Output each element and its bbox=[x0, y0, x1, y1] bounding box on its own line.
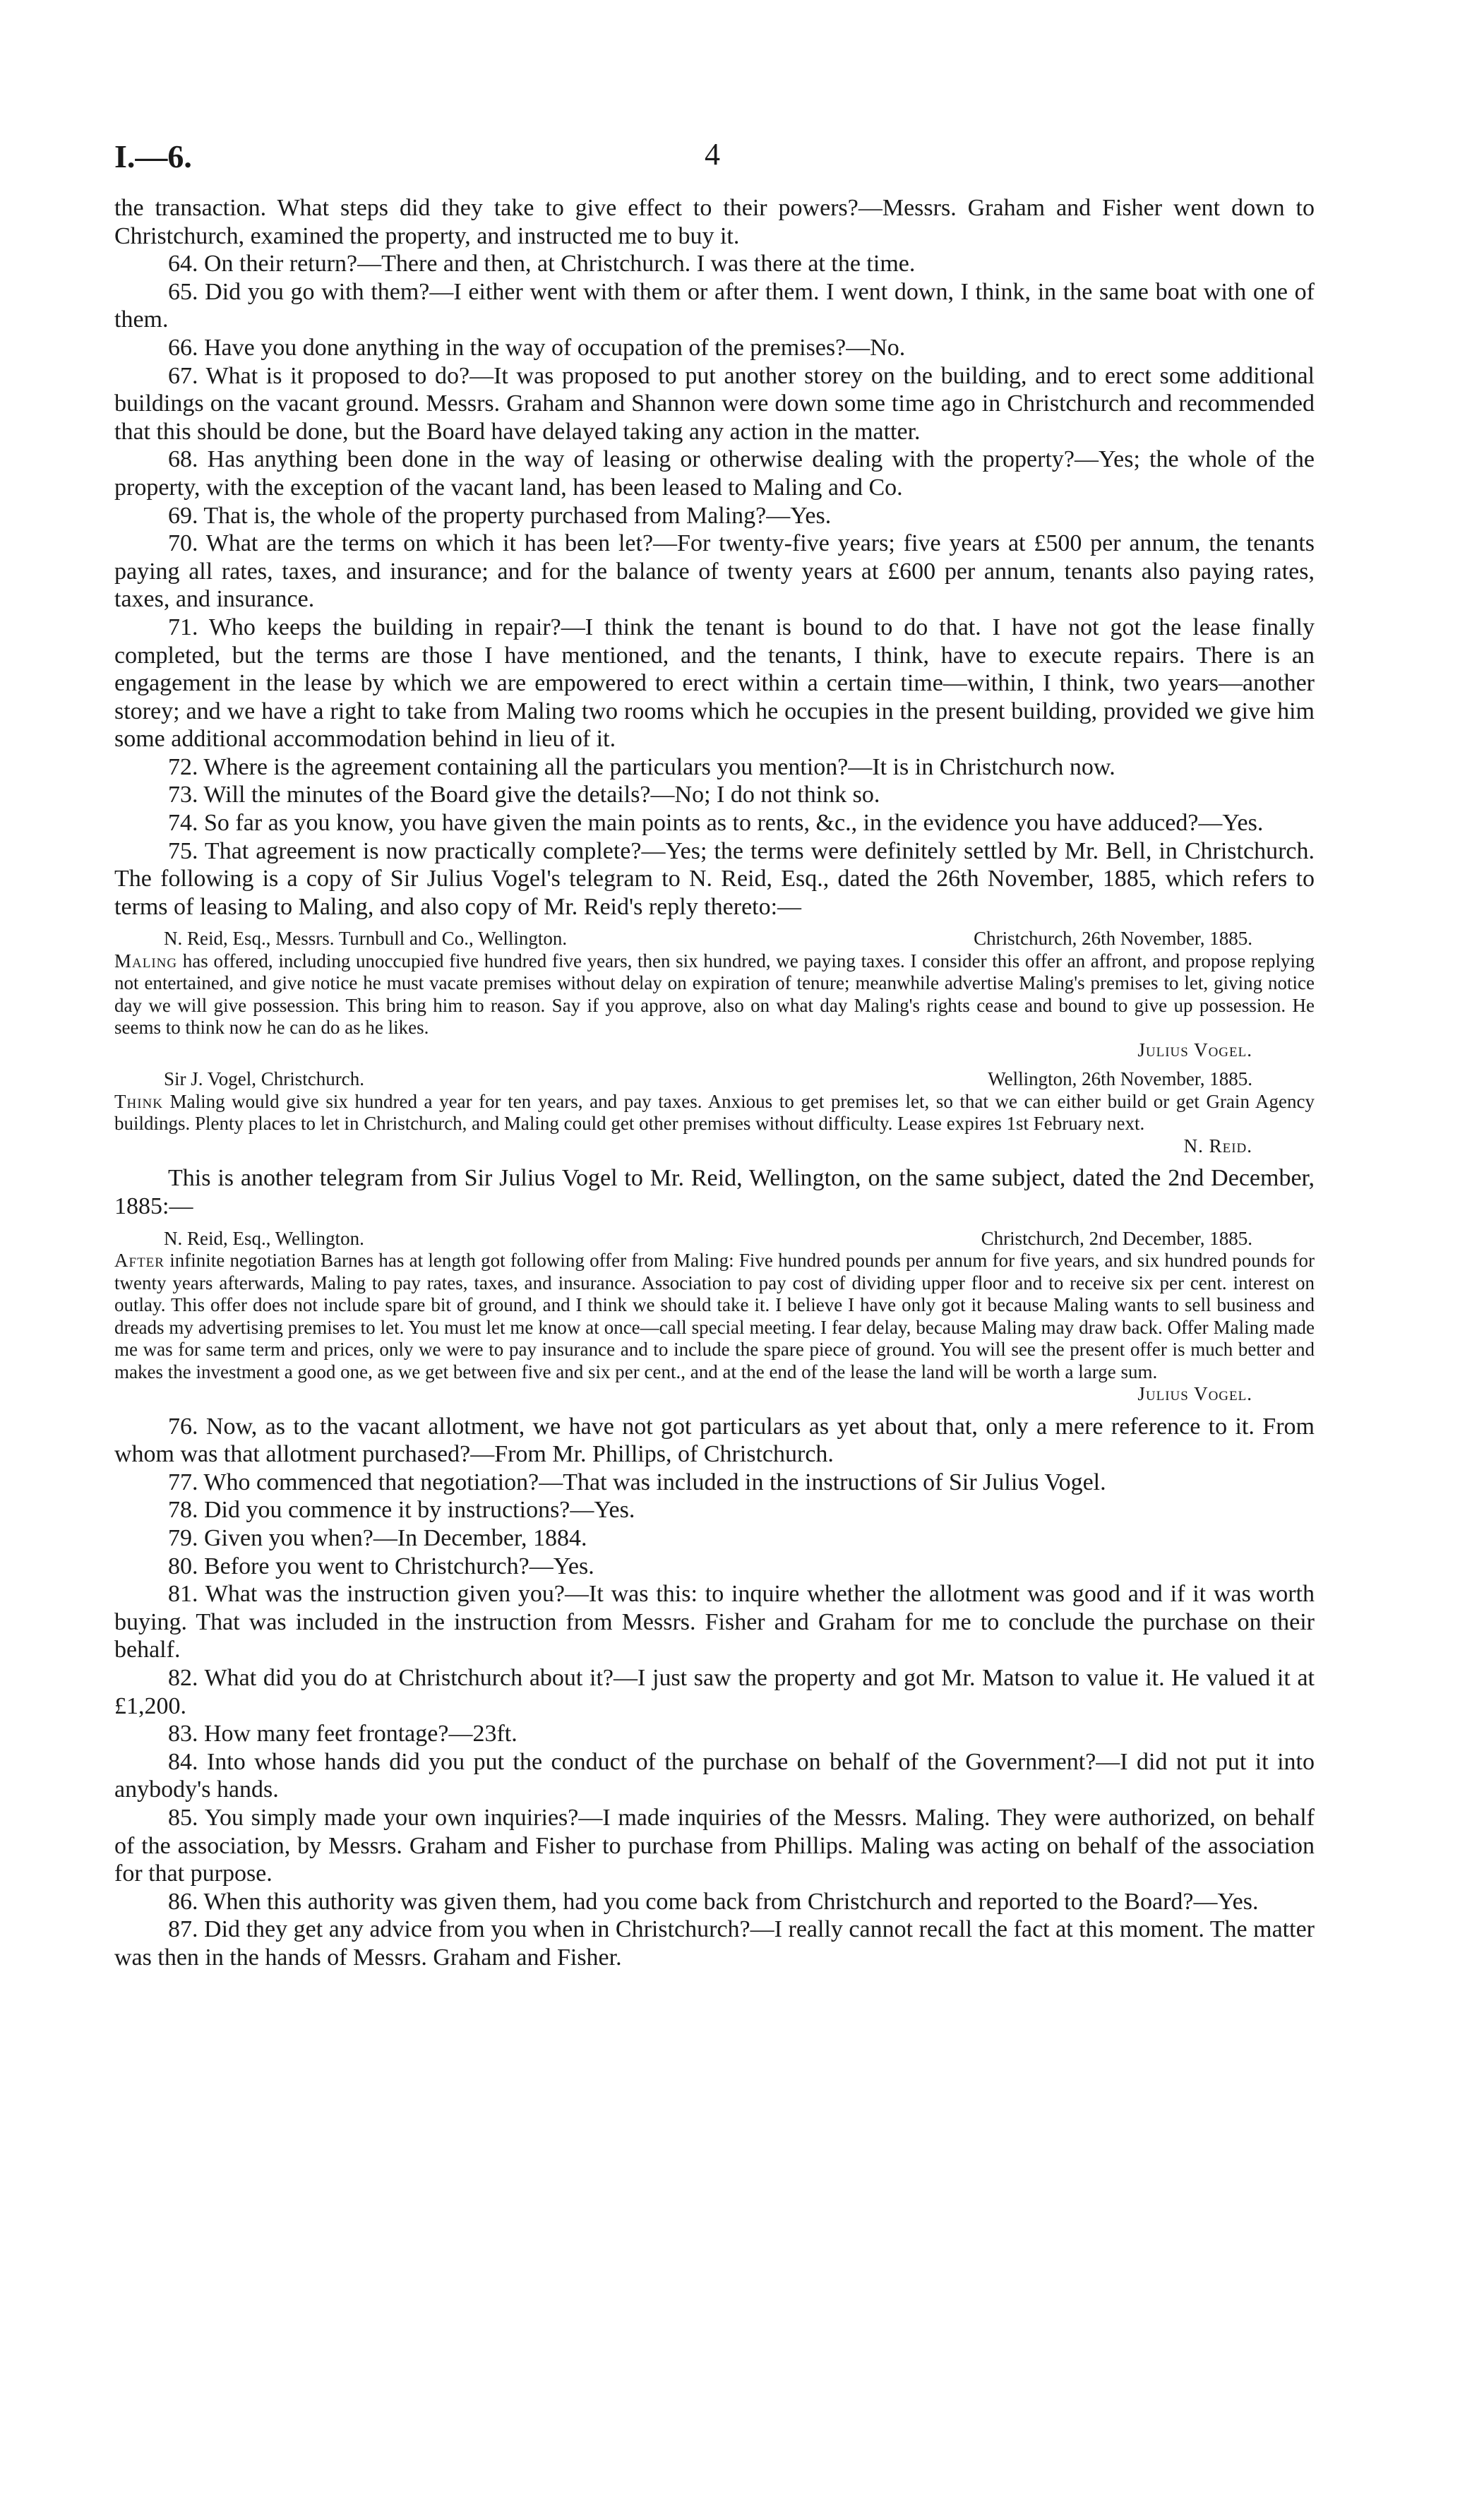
paragraph: 71. Who keeps the building in repair?—I think the tenant is bound to do that. I have not got the lease finally completed, but the terms are those I have mentioned, and the tenants, I think, have to execute repairs. There is an engagement in the lease by which we are empowered to erect within a certain time—within, I think, two years—another storey; and we have a right to take from Maling two rooms which he occupies in the present building, provided we give him some additional accommodation behind in lieu of it. bbox=[114, 614, 1315, 753]
paragraph: 66. Have you done anything in the way of occupation of the premises?—No. bbox=[168, 334, 906, 361]
telegram-text: infinite negotiation Barnes has at length got following offer from Maling: Five hundred pounds per annum for five years, and six hundred pounds for twenty years afterwards, Maling to pay rates, taxes, and insurance. Association to pay cost of dividing upper floor and to receive six per cent. interest on outlay. This offer does not include spare bit of ground, and I think we should take it. I believe I have only got it because Maling wants to sell business and dreads my advertising premises to let. You must let me know at once—call special meeting. I fear delay, because Maling may draw back. Offer Maling made me was for same term and prices, only we were to pay insurance and to include the spare piece of ground. You will see the present offer is much better and makes the investment a good one, as we get between five and six per cent., and at the end of the lease the land will be worth a large sum. bbox=[114, 1250, 1315, 1382]
paragraph: 67. What is it proposed to do?—It was proposed to put another storey on the building, and to erect some additional buildings on the vacant ground. Messrs. Graham and Shannon were down some time ago in Christchurch and recommended that this should be done, but the Board have delayed taking any action in the matter. bbox=[114, 362, 1315, 445]
paragraph: 81. What was the instruction given you?—It was this: to inquire whether the allotment was good and if it was worth buying. That was included in the instruction from Messrs. Fisher and Graham for me to conclude the purchase on their behalf. bbox=[114, 1581, 1315, 1663]
paragraph: 74. So far as you know, you have given the main points as to rents, &c., in the evidence you have adduced?—Yes. bbox=[168, 810, 1264, 837]
telegram-first-word: After bbox=[114, 1250, 164, 1272]
telegram-header bbox=[114, 1228, 1315, 1250]
paragraph: 70. What are the terms on which it has been let?—For twenty-five years; five years at £500 per annum, the tenants paying all rates, taxes, and insurance; and for the balance of twenty years at £600 per annum, tenants also paying rates, taxes, and insurance. bbox=[114, 530, 1315, 613]
document-page bbox=[114, 131, 1315, 1972]
telegram-text: Maling would give six hundred a year for ten years, and pay taxes. Anxious to get premises let, so that we can either build or get Grain Agency buildings. Plenty places to let in Christchurch, and Maling could get other premises without difficulty. Lease expires 1st February next. bbox=[114, 1090, 1315, 1135]
paragraph: 73. Will the minutes of the Board give the details?—No; I do not think so. bbox=[168, 782, 880, 808]
telegram-first-word: Maling bbox=[114, 950, 178, 972]
telegram-signature: Julius Vogel. bbox=[1137, 1383, 1252, 1405]
paragraph: 69. That is, the whole of the property purchased from Maling?—Yes. bbox=[168, 502, 832, 529]
paragraph: 65. Did you go with them?—I either went with them or after them. I went down, I think, in the same boat with one of them. bbox=[114, 278, 1315, 333]
telegram-first-word: Think bbox=[114, 1090, 163, 1112]
paragraph: 86. When this authority was given them, had you come back from Christchurch and reported to the Board?—Yes. bbox=[168, 1888, 1259, 1915]
telegram-addressee: N. Reid, Esq., Wellington. bbox=[164, 1227, 364, 1249]
telegram-body bbox=[114, 1250, 1315, 1383]
telegram-block bbox=[114, 1228, 1315, 1406]
telegram-addressee: Sir J. Vogel, Christchurch. bbox=[164, 1068, 365, 1090]
telegram-place-date: Christchurch, 26th November, 1885. bbox=[974, 928, 1252, 950]
page-number: 4 bbox=[705, 137, 720, 172]
telegram-place-date: Christchurch, 2nd December, 1885. bbox=[981, 1227, 1252, 1249]
paragraph: 64. On their return?—There and then, at Christchurch. I was there at the time. bbox=[168, 251, 916, 277]
document-body bbox=[114, 194, 1315, 1972]
telegram-block bbox=[114, 928, 1315, 1061]
paragraph: 85. You simply made your own inquiries?—I made inquiries of the Messrs. Maling. They were authorized, on behalf of the association, by Messrs. Graham and Fisher to purchase from Phillips. Maling was acting on behalf of the association for that purpose. bbox=[114, 1804, 1315, 1887]
telegram-header bbox=[114, 1068, 1315, 1091]
paragraph: 76. Now, as to the vacant allotment, we have not got particulars as yet about that, only a mere reference to it. From whom was that allotment purchased?—From Mr. Phillips, of Christchurch. bbox=[114, 1413, 1315, 1468]
paragraph: 80. Before you went to Christchurch?—Yes. bbox=[168, 1553, 594, 1579]
telegram-header bbox=[114, 928, 1315, 950]
telegram-place-date: Wellington, 26th November, 1885. bbox=[988, 1068, 1252, 1090]
paragraph: 75. That agreement is now practically complete?—Yes; the terms were definitely settled by Mr. Bell, in Christchurch. The following is a copy of Sir Julius Vogel's telegram to N. Reid, Esq., dated the 26th November, 1885, which refers to terms of leasing to Maling, and also copy of Mr. Reid's reply thereto:— bbox=[114, 837, 1315, 920]
paragraph: This is another telegram from Sir Julius Vogel to Mr. Reid, Wellington, on the same subject, dated the 2nd December, 1885:— bbox=[114, 1165, 1315, 1220]
paragraph: 77. Who commenced that negotiation?—That was included in the instructions of Sir Julius Vogel. bbox=[168, 1469, 1106, 1495]
telegram-body bbox=[114, 950, 1315, 1039]
document-reference: I.—6. bbox=[114, 138, 192, 174]
telegram-block bbox=[114, 1068, 1315, 1157]
telegram-body bbox=[114, 1091, 1315, 1135]
paragraph: 78. Did you commence it by instructions?—Yes. bbox=[168, 1497, 635, 1524]
telegram-signature: Julius Vogel. bbox=[1137, 1039, 1252, 1060]
paragraph: 87. Did they get any advice from you when in Christchurch?—I really cannot recall the fact at this moment. The matter was then in the hands of Messrs. Graham and Fisher. bbox=[114, 1916, 1315, 1971]
telegram-text: has offered, including unoccupied five hundred five years, then six hundred, we paying taxes. I consider this offer an affront, and propose replying not entertained, and give notice he must vacate premises without delay on expiration of tenure; meanwhile advertise Maling's premises to let, giving notice day we will give possession. This bring him to reason. Say if you approve, also on what day Maling's rights cease and bound to give up possession. He seems to think now he can do as he likes. bbox=[114, 950, 1315, 1039]
paragraph: 72. Where is the agreement containing all the particulars you mention?—It is in Christchurch now. bbox=[168, 753, 1115, 780]
paragraph: 82. What did you do at Christchurch about it?—I just saw the property and got Mr. Matson to value it. He valued it at £1,200. bbox=[114, 1664, 1315, 1719]
paragraph: 83. How many feet frontage?—23ft. bbox=[168, 1721, 517, 1747]
telegram-signature: N. Reid. bbox=[1183, 1135, 1252, 1157]
telegram-addressee: N. Reid, Esq., Messrs. Turnbull and Co., Wellington. bbox=[164, 928, 568, 950]
paragraph: 79. Given you when?—In December, 1884. bbox=[168, 1525, 587, 1551]
paragraph: 84. Into whose hands did you put the conduct of the purchase on behalf of the Government?—I did not put it into anybody's hands. bbox=[114, 1748, 1315, 1803]
paragraph: the transaction. What steps did they take to give effect to their powers?—Messrs. Graham and Fisher went down to Christchurch, examined the property, and instructed me to buy it. bbox=[114, 195, 1315, 249]
page-header bbox=[114, 131, 1315, 194]
paragraph: 68. Has anything been done in the way of leasing or otherwise dealing with the property?—Yes; the whole of the property, with the exception of the vacant land, has been leased to Maling and Co. bbox=[114, 446, 1315, 501]
